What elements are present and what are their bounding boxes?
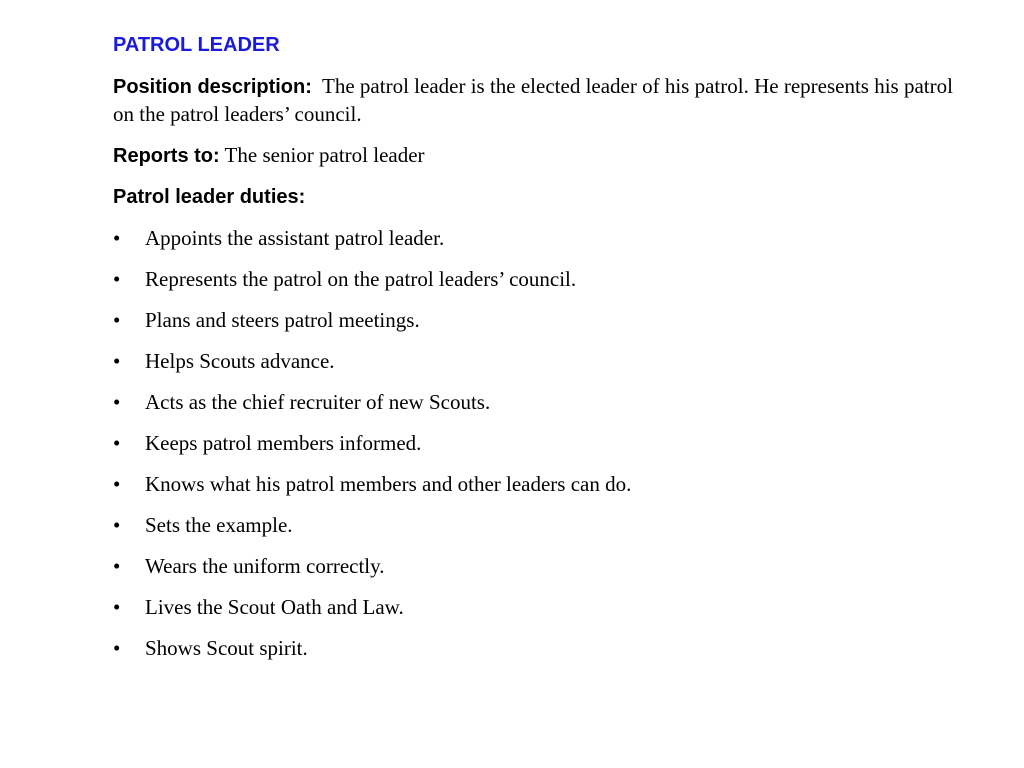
bullet-icon: • — [113, 267, 121, 291]
bullet-icon: • — [113, 431, 121, 455]
duty-text: Helps Scouts advance. — [145, 349, 335, 373]
duties-list — [113, 225, 973, 662]
position-description-text: The patrol leader is the elected leader of his patrol. He represents his patrol on the patrol leaders’ council. — [113, 74, 953, 126]
duty-item — [113, 307, 973, 334]
duty-item — [113, 430, 973, 457]
duty-text: Shows Scout spirit. — [145, 636, 308, 660]
duty-text: Sets the example. — [145, 513, 293, 537]
duties-heading: Patrol leader duties: — [113, 186, 306, 208]
duty-text: Knows what his patrol members and other leaders can do. — [145, 472, 632, 496]
bullet-icon: • — [113, 472, 121, 496]
duty-item — [113, 553, 973, 580]
reports-to-text: The senior patrol leader — [224, 143, 425, 167]
duty-text: Lives the Scout Oath and Law. — [145, 595, 404, 619]
duty-text: Keeps patrol members informed. — [145, 431, 422, 455]
duty-item — [113, 512, 973, 539]
duty-text: Represents the patrol on the patrol leaders’ council. — [145, 267, 577, 291]
duty-item — [113, 266, 973, 293]
duty-text: Appoints the assistant patrol leader. — [145, 226, 445, 250]
bullet-icon: • — [113, 554, 121, 578]
document-page — [113, 33, 973, 676]
duty-text: Acts as the chief recruiter of new Scouts. — [145, 390, 491, 414]
bullet-icon: • — [113, 390, 121, 414]
duty-item — [113, 348, 973, 375]
duty-item — [113, 594, 973, 621]
page-title: PATROL LEADER — [113, 34, 280, 56]
bullet-icon: • — [113, 513, 121, 537]
reports-to — [113, 142, 973, 170]
bullet-icon: • — [113, 636, 121, 660]
bullet-icon: • — [113, 308, 121, 332]
position-description-label: Position description: — [113, 76, 312, 98]
bullet-icon: • — [113, 595, 121, 619]
position-description — [113, 73, 973, 128]
duty-text: Wears the uniform correctly. — [145, 554, 385, 578]
bullet-icon: • — [113, 226, 121, 250]
duty-item — [113, 471, 973, 498]
bullet-icon: • — [113, 349, 121, 373]
duty-item — [113, 225, 973, 252]
duty-text: Plans and steers patrol meetings. — [145, 308, 420, 332]
reports-to-label: Reports to: — [113, 145, 220, 167]
duty-item — [113, 635, 973, 662]
duty-item — [113, 389, 973, 416]
